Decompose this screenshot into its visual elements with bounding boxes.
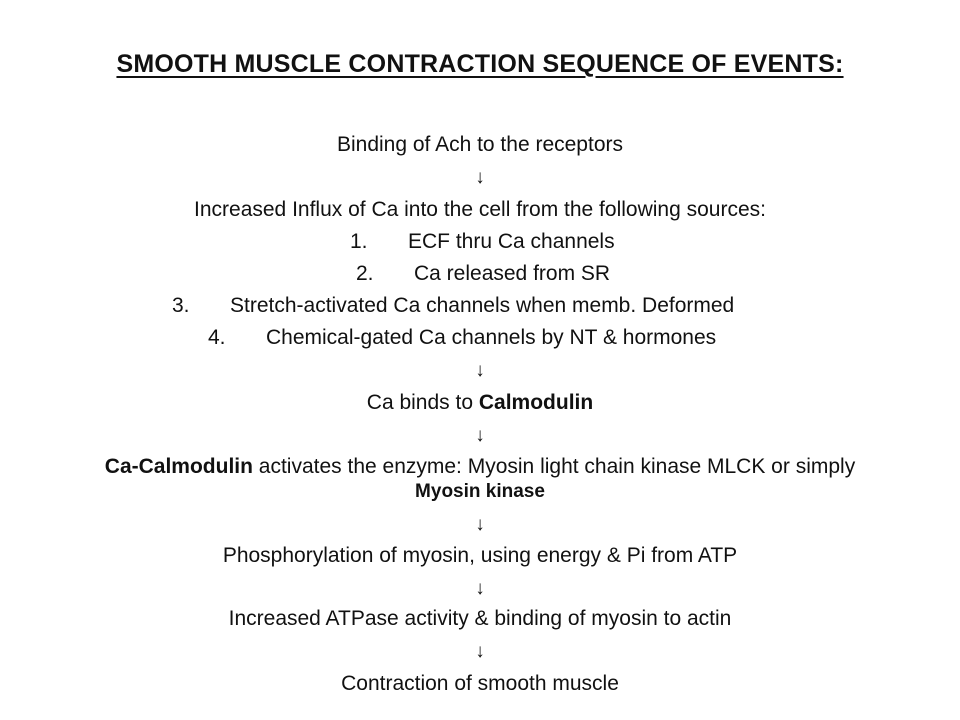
source-number: 4.: [208, 326, 226, 349]
step-contraction: Contraction of smooth muscle: [341, 672, 619, 695]
step-binding-ach: Binding of Ach to the receptors: [336, 133, 623, 156]
source-number: 2.: [356, 262, 374, 285]
calmodulin-term: Calmodulin: [478, 391, 594, 414]
source-text: Ca released from SR: [414, 262, 611, 285]
step-text: activates the enzyme: Myosin light chain kinase MLCK or simply: [252, 455, 856, 478]
source-text: Chemical-gated Ca channels by NT & hormones: [266, 326, 717, 349]
down-arrow-icon: ↓: [475, 641, 485, 662]
step-atpase-activity: Increased ATPase activity & binding of myosin to actin: [228, 607, 732, 630]
slide-title: SMOOTH MUSCLE CONTRACTION SEQUENCE OF EVENTS:: [116, 50, 844, 78]
step-ca-calmodulin: [0, 390, 960, 416]
down-arrow-icon: ↓: [475, 167, 485, 188]
ca-calmodulin-term: Ca-Calmodulin: [104, 455, 253, 478]
down-arrow-icon: ↓: [475, 425, 485, 446]
source-number: 3.: [172, 294, 190, 317]
source-text: ECF thru Ca channels: [408, 230, 615, 253]
source-item-3: [172, 293, 734, 319]
step-mlck-activation: [0, 454, 960, 480]
down-arrow-icon: ↓: [475, 578, 485, 599]
source-number: 1.: [350, 230, 368, 253]
source-item-1: [350, 229, 615, 255]
down-arrow-icon: ↓: [475, 360, 485, 381]
step-ca-influx: Increased Influx of Ca into the cell from the following sources:: [194, 198, 766, 221]
down-arrow-icon: ↓: [475, 514, 485, 535]
myosin-kinase-term: Myosin kinase: [415, 481, 545, 502]
source-item-2: [356, 261, 610, 287]
source-text: Stretch-activated Ca channels when memb. Deformed: [230, 294, 735, 317]
step-text: Ca binds to: [366, 391, 479, 414]
source-item-4: [208, 325, 716, 351]
step-phosphorylation: Phosphorylation of myosin, using energy & Pi from ATP: [222, 544, 738, 567]
